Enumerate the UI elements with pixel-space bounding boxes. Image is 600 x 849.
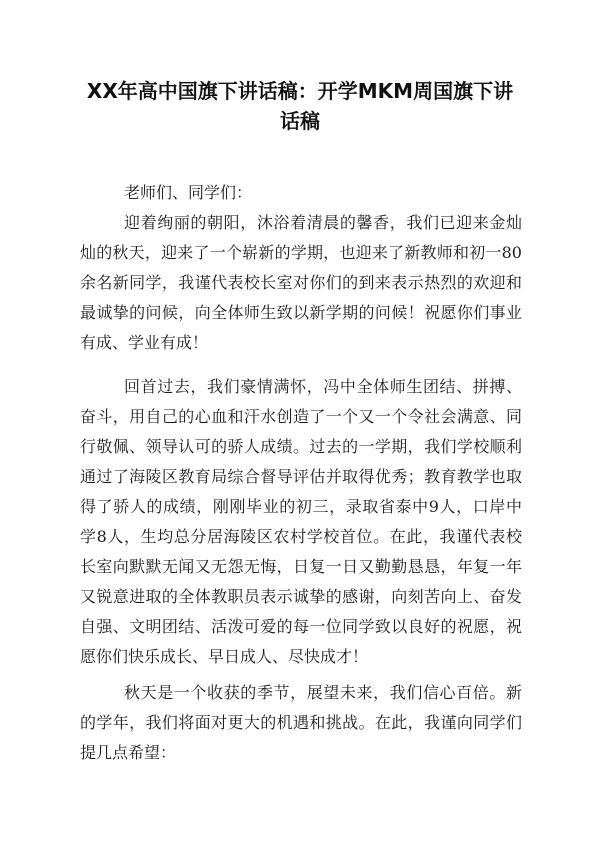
paragraph-1: 迎着绚丽的朝阳，沐浴着清晨的馨香，我们已迎来金灿灿的秋天，迎来了一个崭新的学期，也迎来了新教师和初一80余名新同学，我谨代表校长室对你们的到来表示热烈的欢迎和最诚挚的问候，向全体师生致以新学期的问候！祝愿你们事业有成、学业有成！ (80, 213, 522, 352)
paragraph-2: 回首过去，我们豪情满怀，冯中全体师生团结、拼搏、奋斗，用自己的心血和汗水创造了一个又一个令社会满意、同行敬佩、领导认可的骄人成绩。过去的一学期，我们学校顺利通过了海陵区教育局综合督导评估并取得优秀；教育教学也取得了骄人的成绩，刚刚毕业的初三，录取省泰中9人，口岸中学8人，生均总分居海陵区农村学校首位。在此，我谨代表校长室向默默无闻又无怨无悔，日复一日又勤勤恳恳，年复一年又锐意进取的全体教职员表示诚挚的感谢，向刻苦向上、奋发自强、文明团结、活泼可爱的每一位同学致以良好的祝愿，祝愿你们快乐成长、早日成人、尽快成才！ (80, 377, 522, 666)
paragraph-3: 秋天是一个收获的季节，展望未来，我们信心百倍。新的学年，我们将面对更大的机遇和挑战。在此，我谨向同学们提几点希望： (80, 683, 522, 762)
salutation: 老师们、同学们： (124, 183, 253, 202)
document-title: XX年高中国旗下讲话稿：开学MKM周国旗下讲话稿 (86, 79, 514, 133)
